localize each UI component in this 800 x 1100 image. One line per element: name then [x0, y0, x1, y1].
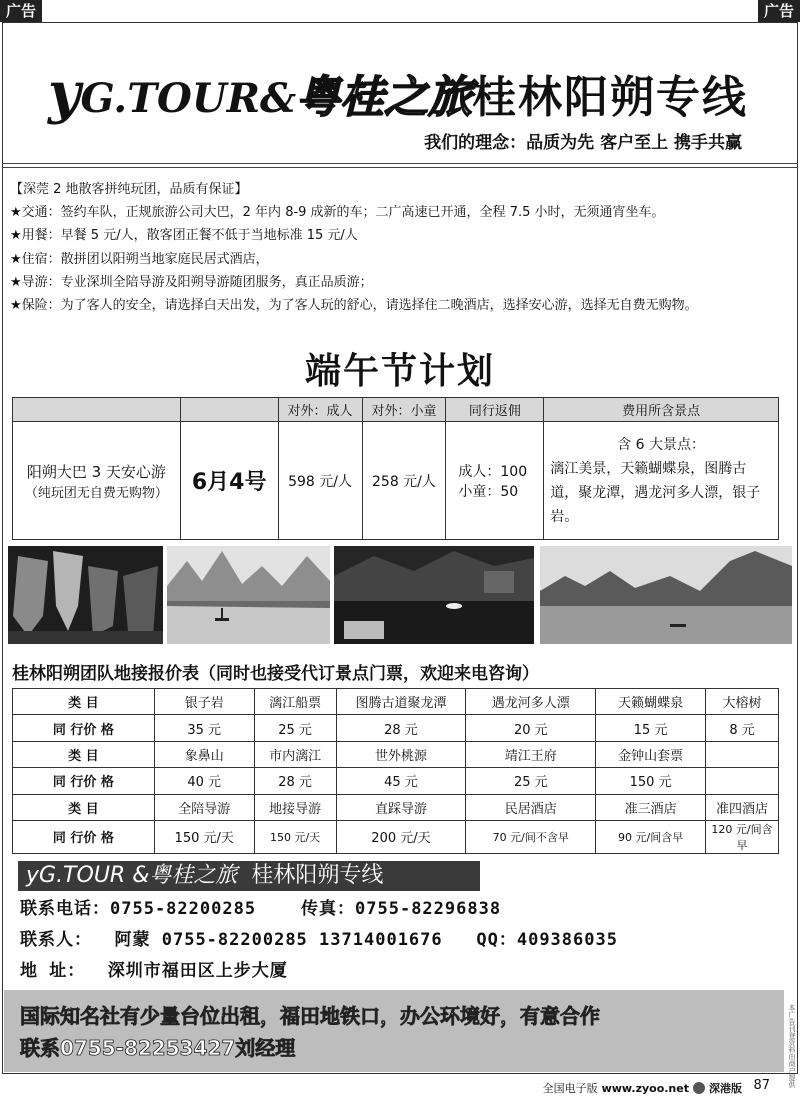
feature-insurance: ★保险：为了客人的安全，请选择白天出发，为了客人玩的舒心，请选择住二晚酒店，选择安心游，选择无自费无购物。: [10, 298, 698, 314]
item-price: 35 元: [154, 715, 254, 741]
karst-river-photo: [540, 546, 792, 644]
rebate-child: 小童：50: [458, 483, 519, 500]
holiday-plan-table: [12, 397, 779, 540]
price-row: [13, 741, 779, 767]
item-name: 漓江船票: [254, 689, 336, 715]
item-name: 靖江王府: [466, 741, 596, 767]
item-price: 28 元: [336, 715, 466, 741]
header-divider-2: [2, 167, 798, 168]
side-note: 本广告刊登资料由商户提供: [788, 1004, 796, 1088]
scenic-cell: [544, 422, 779, 540]
header: [0, 30, 800, 160]
site-url[interactable]: www.zyoo.net: [601, 1081, 689, 1095]
rebate-cell: [446, 422, 544, 540]
item-name: 天籁蝴蝶泉: [596, 689, 706, 715]
logo: [48, 60, 748, 126]
item-price: 200 元/天: [336, 820, 466, 853]
category-label: 类 目: [13, 741, 155, 767]
item-price: 25 元: [466, 768, 596, 794]
region-label: 深港版: [709, 1082, 742, 1095]
item-price: 70 元/间不含早: [466, 820, 596, 853]
edition-label: 全国电子版: [542, 1082, 598, 1095]
contact-row-person: [20, 925, 618, 956]
item-name: 世外桃源: [336, 741, 466, 767]
price-row: [13, 715, 779, 741]
category-label: 类 目: [13, 794, 155, 820]
photo-strip: [8, 546, 792, 644]
phone-number: 0755-82200285: [110, 899, 257, 919]
contact-person: 阿蒙: [114, 930, 151, 950]
item-price: 8 元: [706, 715, 779, 741]
ad-tag-right: 广告: [758, 0, 800, 22]
price-row: [13, 820, 779, 853]
mobile-number: 13714001676: [319, 930, 443, 950]
price-label: 同 行价 格: [13, 820, 155, 853]
item-name: 遇龙河多人漂: [466, 689, 596, 715]
plan-header: 同行返佣: [446, 398, 544, 422]
contact-row-address: [20, 956, 618, 987]
price-row: [13, 794, 779, 820]
ad-tag-left: 广告: [0, 0, 42, 22]
item-name: 全陪导游: [154, 794, 254, 820]
features-list: [10, 178, 790, 317]
rent-notice: [4, 990, 784, 1072]
fax-label: 传真：: [301, 899, 356, 919]
item-price: 20 元: [466, 715, 596, 741]
price-table: [12, 688, 779, 854]
item-name: 地接导游: [254, 794, 336, 820]
plan-header: 对外：小童: [362, 398, 446, 422]
item-name: 银子岩: [154, 689, 254, 715]
item-price: 15 元: [596, 715, 706, 741]
logo-tour: G.TOUR&: [80, 75, 297, 122]
holiday-plan-title: 端午节计划: [304, 351, 495, 392]
item-name: 直踩导游: [336, 794, 466, 820]
fax-number: 0755-82296838: [355, 899, 502, 919]
feature-meals: ★用餐：早餐 5 元/人，散客团正餐不低于当地标准 15 元/人: [10, 228, 358, 244]
route-note: （纯玩团无自费无购物）: [24, 485, 168, 501]
item-price: 28 元: [254, 768, 336, 794]
item-name: 金钟山套票: [596, 741, 706, 767]
feature-transport: ★交通：签约车队，正规旅游公司大巴，2 年内 8-9 成新的车；二广高速已开通，全程 7.5 小时，无须通宵坐车。: [10, 205, 665, 221]
item-name: [706, 741, 779, 767]
person-label: 联系人：: [20, 930, 92, 950]
feature-guide: ★导游：专业深圳全陪导游及阳朔导游随团服务，真正品质游；: [10, 274, 373, 290]
item-name: 大榕树: [706, 689, 779, 715]
scenic-list: 漓江美景，天籁蝴蝶泉，图腾古道，聚龙潭，遇龙河多人漂，银子岩。: [550, 460, 761, 525]
price-row: [13, 689, 779, 715]
plan-header: 费用所含景点: [544, 398, 779, 422]
plan-header: [180, 398, 278, 422]
plan-header-row: [13, 398, 779, 422]
item-name: 象鼻山: [154, 741, 254, 767]
child-price: 258 元/人: [362, 422, 446, 540]
cave-photo: [8, 546, 163, 644]
route-cell: [13, 422, 181, 540]
price-row: [13, 768, 779, 794]
logo-route: 桂林阳朔专线: [472, 72, 749, 123]
adult-price: 598 元/人: [278, 422, 362, 540]
category-label: 类 目: [13, 689, 155, 715]
item-price: 120 元/间含早: [706, 820, 779, 853]
publisher-logo-icon: [693, 1082, 705, 1094]
route-name: 阳朔大巴 3 天安心游: [26, 462, 166, 481]
phone-label: 联系电话：: [20, 899, 110, 919]
person-phone: 0755-82200285: [161, 930, 308, 950]
contact-info: [20, 894, 618, 987]
slogan: 我们的理念：品质为先 客户至上 携手共赢: [424, 133, 742, 153]
price-table-title: 桂林阳朔团队地接报价表（同时也接受代订景点门票，欢迎来电咨询）: [12, 664, 539, 684]
logo-brand: 粤桂之旅: [296, 72, 473, 123]
band-route: 桂林阳朔专线: [251, 863, 384, 888]
rebate-adult: 成人：100: [458, 463, 528, 480]
item-name: 准四酒店: [706, 794, 779, 820]
logo-y: y: [48, 60, 81, 126]
plan-header: [13, 398, 181, 422]
price-label: 同 行价 格: [13, 768, 155, 794]
scenic-title: 含 6 大景点：: [617, 436, 706, 453]
item-price: [706, 768, 779, 794]
departure-date: 6月4号: [180, 422, 278, 540]
qq-number: 409386035: [516, 930, 618, 950]
item-name: 图腾古道聚龙潭: [336, 689, 466, 715]
qq-label: QQ：: [476, 930, 517, 950]
address: 深圳市福田区上步大厦: [107, 961, 288, 981]
night-lake-photo: [334, 546, 534, 644]
rent-line-2: 联系0755-82253427刘经理: [20, 1036, 296, 1060]
item-price: 90 元/间含早: [596, 820, 706, 853]
item-price: 150 元: [596, 768, 706, 794]
item-price: 40 元: [154, 768, 254, 794]
item-name: 市内漓江: [254, 741, 336, 767]
band-brand: yG.TOUR &粤桂之旅: [26, 863, 238, 888]
river-fisherman-photo: [167, 546, 330, 644]
rent-line-1: 国际知名社有少量台位出租，福田地铁口，办公环境好，有意合作: [20, 1004, 600, 1028]
header-divider: [2, 163, 798, 164]
features-heading: 【深莞 2 地散客拼纯玩团，品质有保证】: [10, 182, 248, 197]
price-label: 同 行价 格: [13, 715, 155, 741]
plan-header: 对外：成人: [278, 398, 362, 422]
item-price: 45 元: [336, 768, 466, 794]
item-price: 150 元/天: [154, 820, 254, 853]
feature-lodging: ★住宿：散拼团以阳朔当地家庭民居式酒店，: [10, 251, 269, 267]
page-footer: [543, 1080, 742, 1096]
contact-band: [18, 861, 480, 891]
item-price: 25 元: [254, 715, 336, 741]
address-label: 地 址：: [20, 961, 86, 981]
item-name: 准三酒店: [596, 794, 706, 820]
plan-row: [13, 422, 779, 540]
item-name: 民居酒店: [466, 794, 596, 820]
page-number: 87: [753, 1078, 770, 1093]
item-price: 150 元/天: [254, 820, 336, 853]
contact-row-phone: [20, 894, 618, 925]
